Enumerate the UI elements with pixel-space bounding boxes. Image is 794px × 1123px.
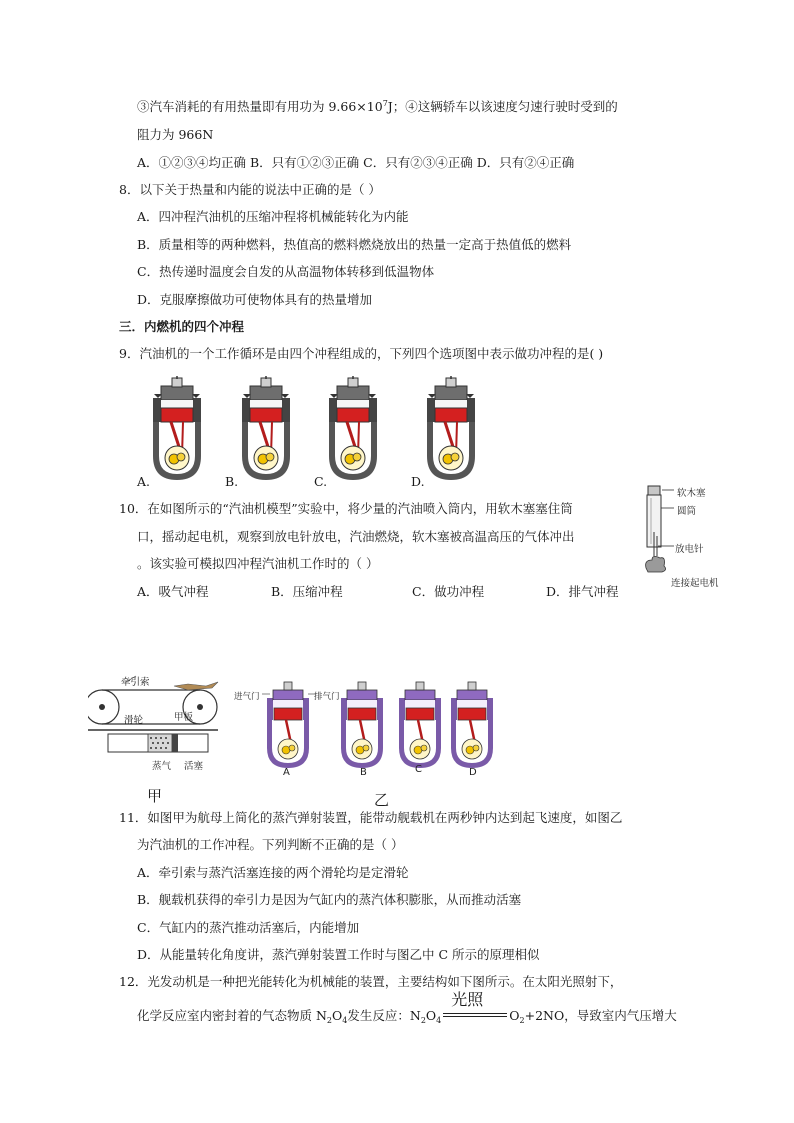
q10-option-d: D．排气冲程	[546, 584, 619, 599]
q8-option-c: C．热传递时温度会自发的从高温物体转移到低温物体	[137, 264, 435, 279]
q11-option-d: D．从能量转化角度讲，蒸汽弹射装置工作时与图乙中 C 所示的原理相似	[137, 947, 540, 962]
q11-line-1: 11．如图甲为航母上简化的蒸汽弹射装置，能带动舰载机在两秒钟内达到起飞速度，如图乙	[119, 810, 623, 825]
q11-jia-label-piston: 活塞	[184, 761, 204, 772]
q10-option-c: C．做功冲程	[412, 584, 485, 599]
q12-line-1: 12．光发动机是一种把光能转化为机械能的装置，主要结构如下图所示。在太阳光照射下，	[119, 974, 623, 989]
q7-line-2: 阻力为 966N	[137, 127, 214, 142]
section-heading: 三．内燃机的四个冲程	[119, 319, 245, 334]
q8-stem: 8．以下关于热量和内能的说法中正确的是（ ）	[119, 182, 381, 197]
q10-label-cork: 软木塞	[677, 488, 706, 499]
q7-line-1: ③汽车消耗的有用热量即有用功为 $9.66\times 10^7J$；④这辆轿车以该速度匀速行驶时受到的	[137, 99, 618, 114]
q10-line-2: 口，摇动起电机，观察到放电针放电，汽油燃烧，软木塞被高温高压的气体冲出	[137, 529, 575, 544]
q11-option-c: C．气缸内的蒸汽推动活塞后，内能增加	[137, 920, 360, 935]
q11-jia-label-deck: 甲板	[174, 712, 194, 723]
q7-options: A．①②③④均正确 B．只有①②③正确 C．只有②③④正确 D．只有②④正确	[137, 155, 575, 170]
q11-line-2: 为汽油机的工作冲程。下列判断不正确的是（ ）	[137, 837, 404, 852]
q9-label-a: A.	[137, 474, 151, 489]
q10-line-1: 10．在如图所示的“汽油机模型”实验中，将少量的汽油喷入筒内，用软木塞塞住筒	[119, 501, 573, 516]
q11-jia-label-pulley: 滑轮	[124, 715, 144, 726]
q11-yi-label-intake: 进气门	[234, 692, 260, 702]
q10-label-generator: 连接起电机	[671, 578, 719, 589]
q11-yi-label-a: A	[283, 767, 290, 778]
q8-option-b: B．质量相等的两种燃料，热值高的燃料燃烧放出的热量一定高于热值低的燃料	[137, 237, 572, 252]
q11-yi-label-exhaust: 排气门	[314, 692, 340, 702]
q11-yi-label-b: B	[360, 767, 367, 778]
reaction-condition: 光照	[441, 1008, 509, 1024]
q11-caption-yi: 乙	[374, 791, 390, 809]
q11-jia-label-rope: 牵引索	[121, 677, 150, 688]
q9-label-b: B.	[225, 474, 239, 489]
q10-option-b: B．压缩冲程	[271, 584, 343, 599]
q8-option-d: D．克服摩擦做功可使物体具有的热量增加	[137, 292, 373, 307]
q10-label-needle: 放电针	[675, 544, 704, 555]
q11-jia-label-steam: 蒸气	[152, 761, 172, 772]
q11-option-a: A．牵引索与蒸汽活塞连接的两个滑轮均是定滑轮	[137, 865, 409, 880]
q11-yi-label-d: D	[469, 767, 477, 778]
q11-engine-strokes-diagram	[262, 672, 502, 772]
q10-option-a: A．吸气冲程	[137, 584, 209, 599]
q10-cylinder-diagram	[638, 482, 678, 582]
q9-stem: 9．汽油机的一个工作循环是由四个冲程组成的，下列四个选项图中表示做功冲程的是( )	[119, 346, 604, 361]
q8-option-a: A．四冲程汽油机的压缩冲程将机械能转化为内能	[137, 209, 409, 224]
q10-line-3: 。该实验可模拟四冲程汽油机工作时的（ ）	[137, 556, 379, 571]
q11-option-b: B．舰载机获得的牵引力是因为气缸内的蒸汽体积膨胀，从而推动活塞	[137, 892, 522, 907]
q9-label-d: D.	[411, 474, 425, 489]
q11-caption-jia: 甲	[147, 787, 163, 805]
q12-line-2: 化学反应室内密封着的气态物质 $N_2O_4$发生反应：$N_2O_4$ 光照 $O_2+2NO$，导致室内气压增大	[137, 990, 677, 1025]
q10-label-cylinder: 圆筒	[677, 506, 697, 517]
q11-yi-label-c: C	[415, 764, 422, 775]
q9-engine-diagrams	[140, 372, 480, 484]
q9-label-c: C.	[314, 474, 328, 489]
